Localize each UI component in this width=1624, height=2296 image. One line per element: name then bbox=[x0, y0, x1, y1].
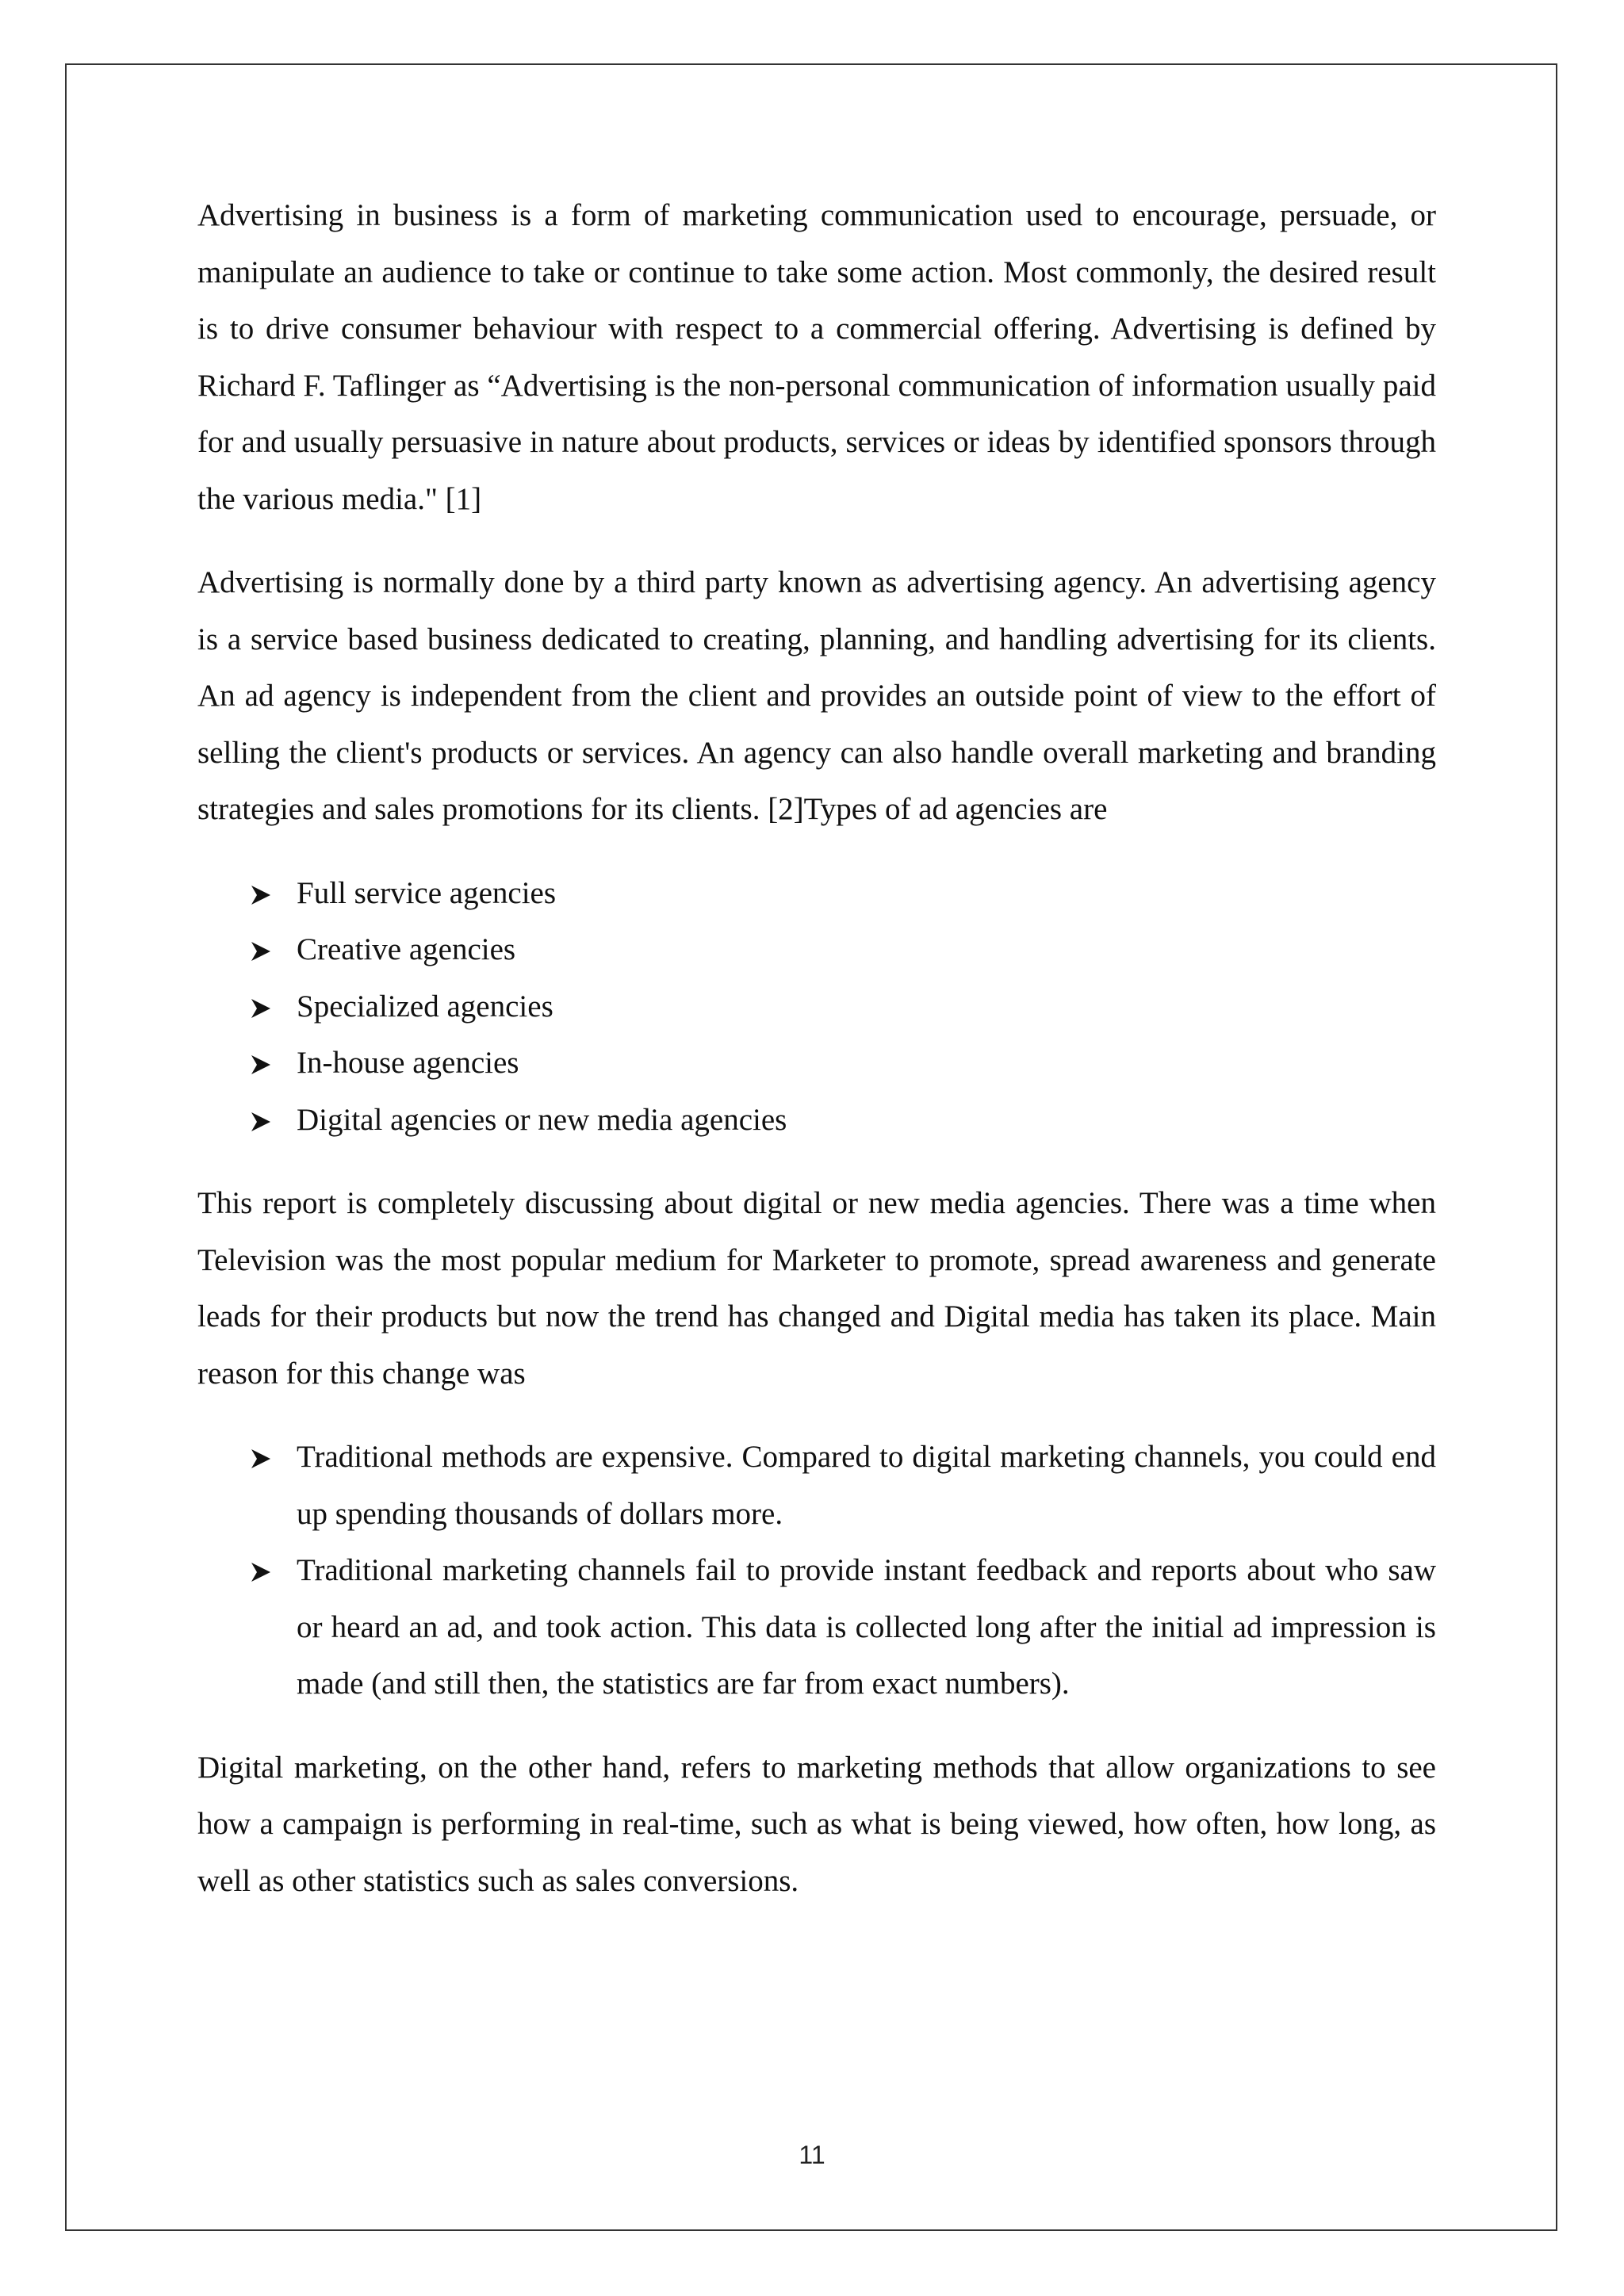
reasons-list bbox=[197, 1429, 1436, 1712]
paragraph-digital-media-report: This report is completely discussing about digital or new media agencies. There was a time when Television was the most popular medium for Marketer to promote, spread awareness and generate leads for their products but now the trend has changed and Digital media has taken its place. Main reason for this change was bbox=[197, 1186, 1436, 1391]
list-item-text: Creative agencies bbox=[297, 932, 516, 966]
list-item bbox=[197, 1429, 1436, 1542]
paragraph-advertising-definition: Advertising in business is a form of marketing communication used to encourage, persuade, or manipulate an audience to take or continue to take some action. Most commonly, the desired result is to drive consumer behaviour with respect to a commercial offering. Advertising is defined by Richard F. Taflinger as “Advertising is the non-personal communication of information usually paid for and usually persuasive in nature about products, services or ideas by identified sponsors through the various media." [1] bbox=[197, 198, 1436, 516]
page-number: 11 bbox=[799, 2141, 825, 2169]
list-item bbox=[197, 921, 1436, 978]
list-item bbox=[197, 1092, 1436, 1149]
arrowhead-bullet-icon bbox=[250, 884, 272, 906]
list-item-text: Traditional marketing channels fail to provide instant feedback and reports about who saw or heard an ad, and took action. This data is collected long after the initial ad impression is made (and still then, the statistics are far from exact numbers). bbox=[297, 1553, 1436, 1701]
arrowhead-bullet-icon bbox=[250, 1448, 272, 1470]
arrowhead-bullet-icon bbox=[250, 1111, 272, 1133]
list-item-text: Specialized agencies bbox=[297, 989, 553, 1024]
list-item-text: In-house agencies bbox=[297, 1046, 519, 1080]
paragraph-digital-marketing: Digital marketing, on the other hand, refers to marketing methods that allow organizations to see how a campaign is performing in real-time, such as what is being viewed, how often, how long, as well as other statistics such as sales conversions. bbox=[197, 1750, 1436, 1898]
arrowhead-bullet-icon bbox=[250, 940, 272, 962]
arrowhead-bullet-icon bbox=[250, 997, 272, 1020]
list-item bbox=[197, 865, 1436, 922]
arrowhead-bullet-icon bbox=[250, 1054, 272, 1076]
document-body bbox=[197, 187, 1436, 1909]
arrowhead-bullet-icon bbox=[250, 1561, 272, 1583]
list-item-text: Full service agencies bbox=[297, 875, 557, 910]
agency-types-list bbox=[197, 865, 1436, 1149]
list-item bbox=[197, 1542, 1436, 1712]
list-item bbox=[197, 1035, 1436, 1092]
paragraph-advertising-agency: Advertising is normally done by a third party known as advertising agency. An advertising agency is a service based business dedicated to creating, planning, and handling advertising for its clients. An ad agency is independent from the client and provides an outside point of view to the effort of selling the client's products or services. An agency can also handle overall marketing and branding strategies and sales promotions for its clients. [2]Types of ad agencies are bbox=[197, 565, 1436, 826]
list-item-text: Traditional methods are expensive. Compared to digital marketing channels, you could end up spending thousands of dollars more. bbox=[297, 1440, 1436, 1531]
list-item bbox=[197, 978, 1436, 1035]
list-item-text: Digital agencies or new media agencies bbox=[297, 1102, 787, 1137]
